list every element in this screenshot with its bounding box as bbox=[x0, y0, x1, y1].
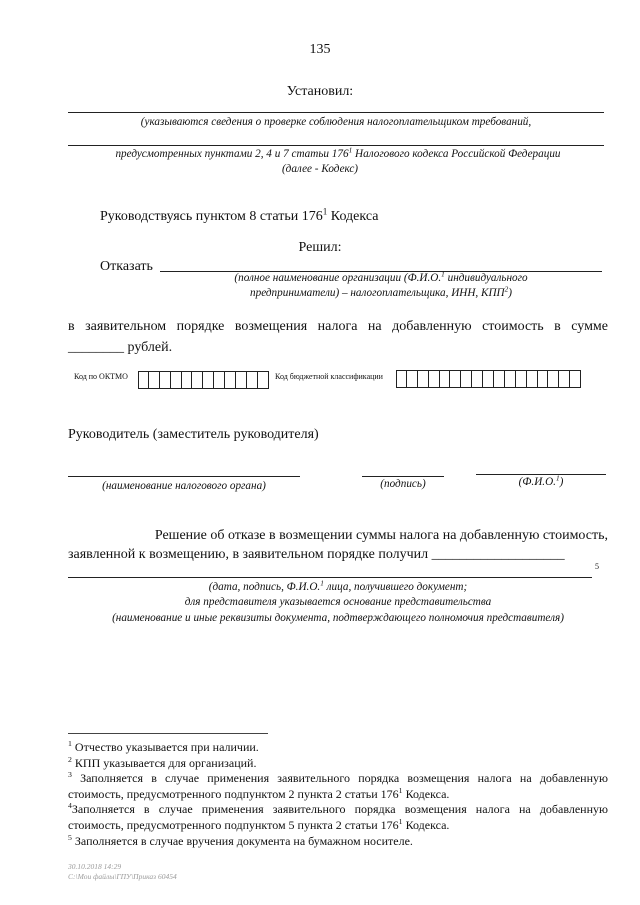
decided-title: Решил: bbox=[298, 240, 342, 255]
sig-caption-sign: (подпись) bbox=[380, 478, 426, 490]
vat-statement: в заявительном порядке возмещения налога на добавленную стоимость в сумме bbox=[68, 319, 608, 334]
oktmo-boxes[interactable] bbox=[138, 371, 269, 389]
sig-caption-org: (наименование налогового органа) bbox=[102, 480, 266, 492]
rubles-blank: ________ bbox=[68, 340, 124, 355]
rubles-line bbox=[68, 340, 172, 356]
refuse-caption-2: предприниматели) – налогоплательщика, ИНН, КПП$^2$) bbox=[250, 285, 512, 299]
stamp-date: 30.10.2018 14:29 bbox=[68, 862, 122, 871]
footnote-2: $^2$ КПП указывается для организаций. bbox=[68, 754, 257, 770]
oktmo-label: Код по ОКТМО bbox=[74, 372, 128, 381]
receipt-underline bbox=[68, 577, 592, 578]
receipt-footnote-mark: 5 bbox=[595, 562, 599, 571]
fio-line bbox=[476, 474, 606, 475]
kbk-label: Код бюджетной классификации bbox=[275, 372, 383, 381]
established-line-2 bbox=[68, 145, 604, 146]
established-caption-3: (далее - Кодекс) bbox=[281, 163, 359, 175]
receipt-caption-3: (наименование и иные реквизиты документа, подтверждающего полномочия представителя) bbox=[112, 612, 564, 624]
guided-by-text: Руководствуясь пунктом 8 статьи $176^1$ Кодекса bbox=[100, 206, 379, 224]
file-stamp bbox=[68, 862, 177, 882]
page-number: 135 bbox=[309, 42, 331, 57]
receipt-caption-2: для представителя указывается основание представительства bbox=[184, 596, 492, 608]
footnote-separator bbox=[68, 733, 268, 734]
footnotes bbox=[68, 740, 608, 849]
rubles-label: рублей. bbox=[127, 340, 173, 355]
established-caption-1: (указываются сведения о проверке соблюдения налогоплательщиком требований, bbox=[140, 116, 532, 128]
sign-line bbox=[362, 476, 444, 477]
footnote-1: $^1$ Отчество указывается при наличии. bbox=[68, 739, 259, 754]
sig-caption-fio: (Ф.И.О.$^1$) bbox=[518, 474, 564, 488]
refuse-caption-1: (полное наименование организации (Ф.И.О.$^1$ индивидуального bbox=[234, 270, 528, 284]
established-line-1 bbox=[68, 112, 604, 113]
footnote-4: $^4$Заполняется в случае применения заявительного порядка возмещения налога на добавленную bbox=[68, 801, 608, 817]
established-title: Установил: bbox=[286, 84, 354, 99]
footnote-3-cont: стоимость, предусмотренного подпунктом 2 пункта 2 статьи $176^1$ Кодекса. bbox=[68, 785, 450, 801]
refuse-label: Отказать bbox=[100, 259, 153, 274]
footnote-5: $^5$ Заполняется в случае вручения документа на бумажном носителе. bbox=[68, 832, 413, 848]
receipt-line-2: заявленной к возмещению, в заявительном порядке получил ___________________ bbox=[68, 547, 565, 562]
footnote-3: $^3$ Заполняется в случае применения заявительного порядка возмещения налога на добавленную bbox=[68, 770, 608, 786]
established-caption-2: предусмотренных пунктами 2, 4 и 7 статьи $176^1$ Налогового кодекса Российской Федерации bbox=[115, 146, 561, 160]
stamp-path: С:\Мои файлы\ГПУ\Приказ 60454 bbox=[68, 872, 177, 881]
kbk-boxes[interactable] bbox=[396, 370, 581, 388]
head-label: Руководитель (заместитель руководителя) bbox=[68, 427, 319, 442]
receipt-line-1: Решение об отказе в возмещении суммы налога на добавленную стоимость, bbox=[154, 528, 608, 543]
receipt-caption-1: (дата, подпись, Ф.И.О.$^1$ лица, получившего документ; bbox=[208, 579, 468, 593]
footnote-4-cont: стоимость, предусмотренного подпунктом 5 пункта 2 статьи $176^1$ Кодекса. bbox=[68, 816, 450, 832]
org-line bbox=[68, 476, 300, 477]
